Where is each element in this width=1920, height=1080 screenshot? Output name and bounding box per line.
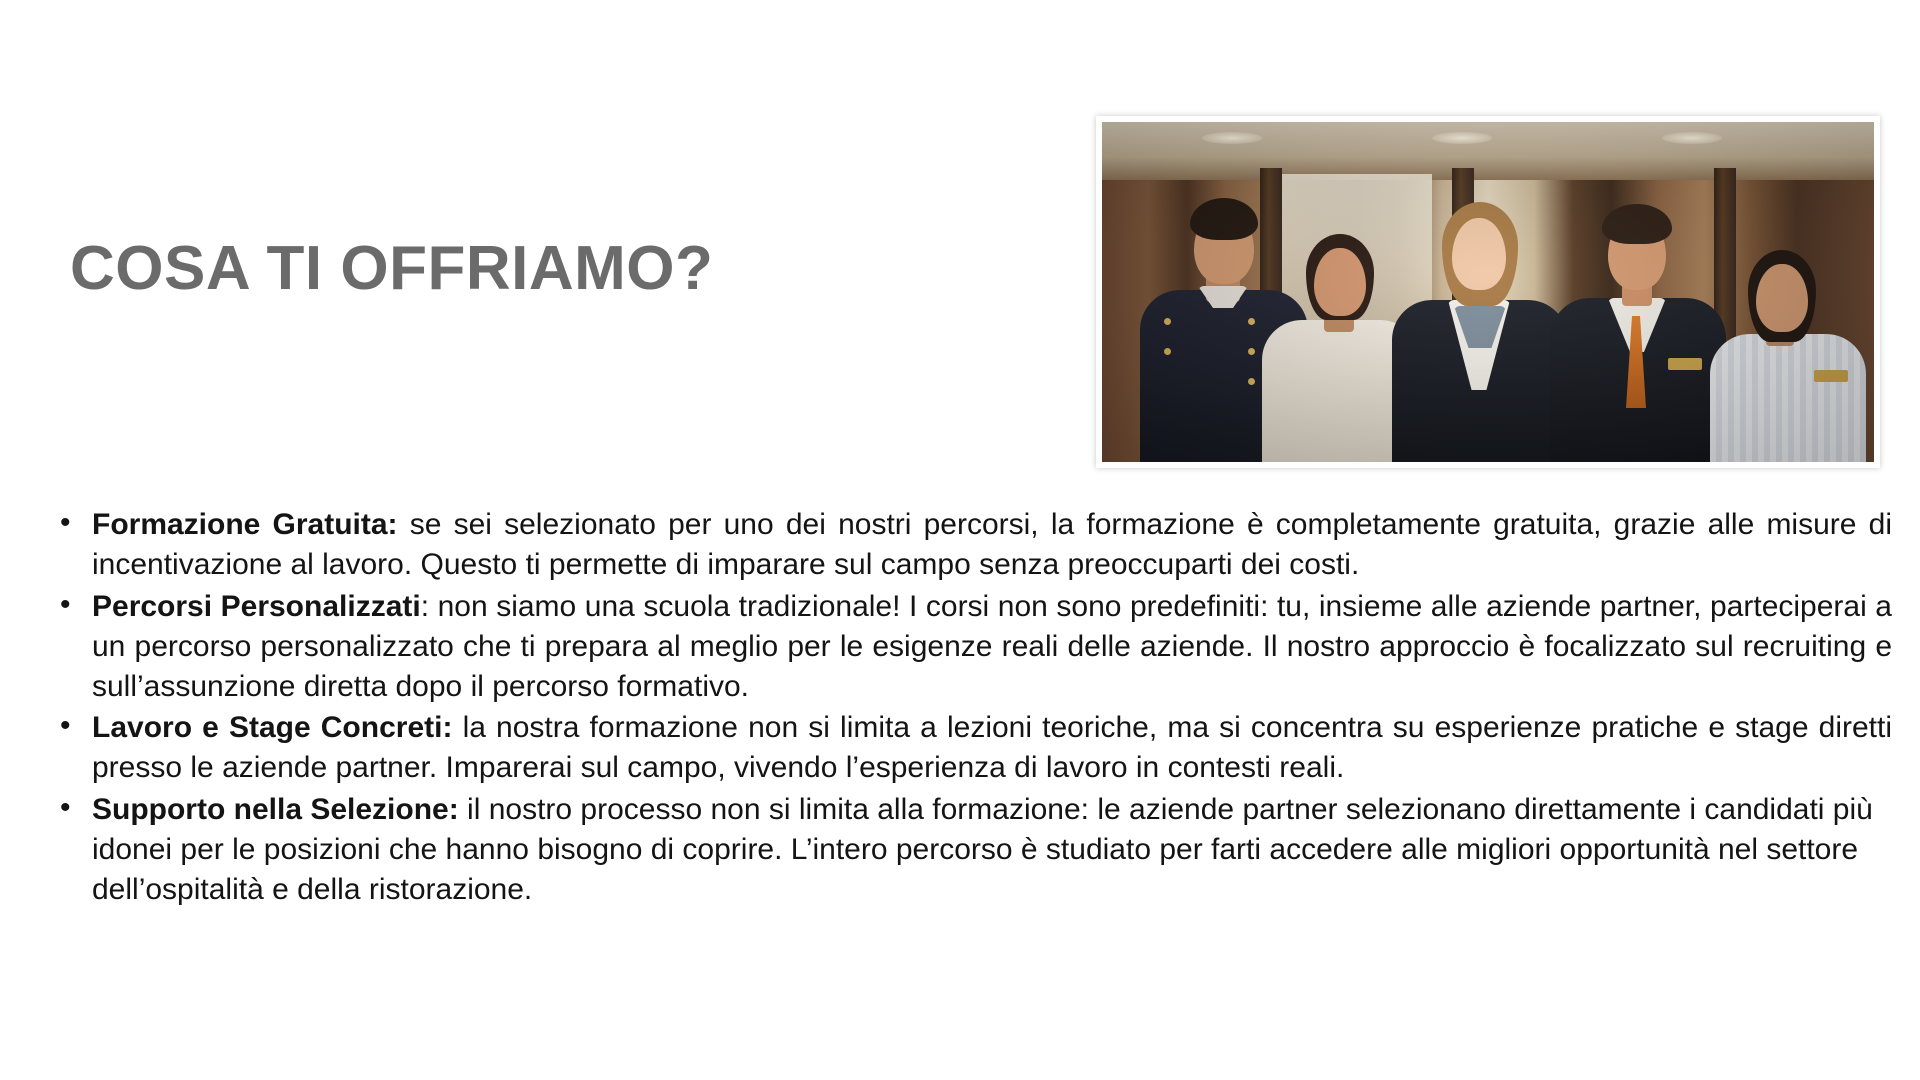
page-title: COSA TI OFFRIAMO? xyxy=(70,234,714,303)
list-item xyxy=(92,505,1892,585)
content-bullet-list xyxy=(44,505,1892,912)
list-item xyxy=(92,708,1892,788)
bullet-lead: Formazione Gratuita: xyxy=(92,508,398,541)
photo-vignette xyxy=(1102,122,1874,462)
list-item xyxy=(92,587,1892,707)
bullet-text: : non siamo una scuola tradizionale! I corsi non sono predefiniti: tu, insieme alle aziende partner, parteciperai a un percorso personalizzato che ti prepara al meglio per le esigenze reali delle aziende. Il nostro approccio è focalizzato sul recruiting e sull’assunzione diretta dopo il percorso formativo. xyxy=(92,589,1892,703)
bullet-text: il nostro processo non si limita alla formazione: le aziende partner selezionano direttamente i candidati più idonei per le posizioni che hanno bisogno di coprire. L’intero percorso è studiato per farti accedere alle migliori opportunità nel settore dell’ospitalità e della ristorazione. xyxy=(92,793,1873,907)
bullet-lead: Lavoro e Stage Concreti: xyxy=(92,711,453,745)
hotel-staff-team-photo xyxy=(1096,116,1880,468)
bullet-lead: Percorsi Personalizzati xyxy=(92,589,421,623)
list-item xyxy=(92,790,1892,910)
photo-content xyxy=(1102,122,1874,462)
bullet-text: la nostra formazione non si limita a lezioni teoriche, ma si concentra su esperienze pratiche e stage diretti presso le aziende partner. Imparerai sul campo, vivendo l’esperienza di lavoro in contesti reali. xyxy=(92,711,1893,785)
bullet-text: se sei selezionato per uno dei nostri percorsi, la formazione è completamente gratuita, grazie alle misure di incentivazione al lavoro. Questo ti permette di imparare sul campo senza preoccuparti dei costi. xyxy=(92,508,1892,581)
bullet-lead: Supporto nella Selezione: xyxy=(92,793,459,827)
